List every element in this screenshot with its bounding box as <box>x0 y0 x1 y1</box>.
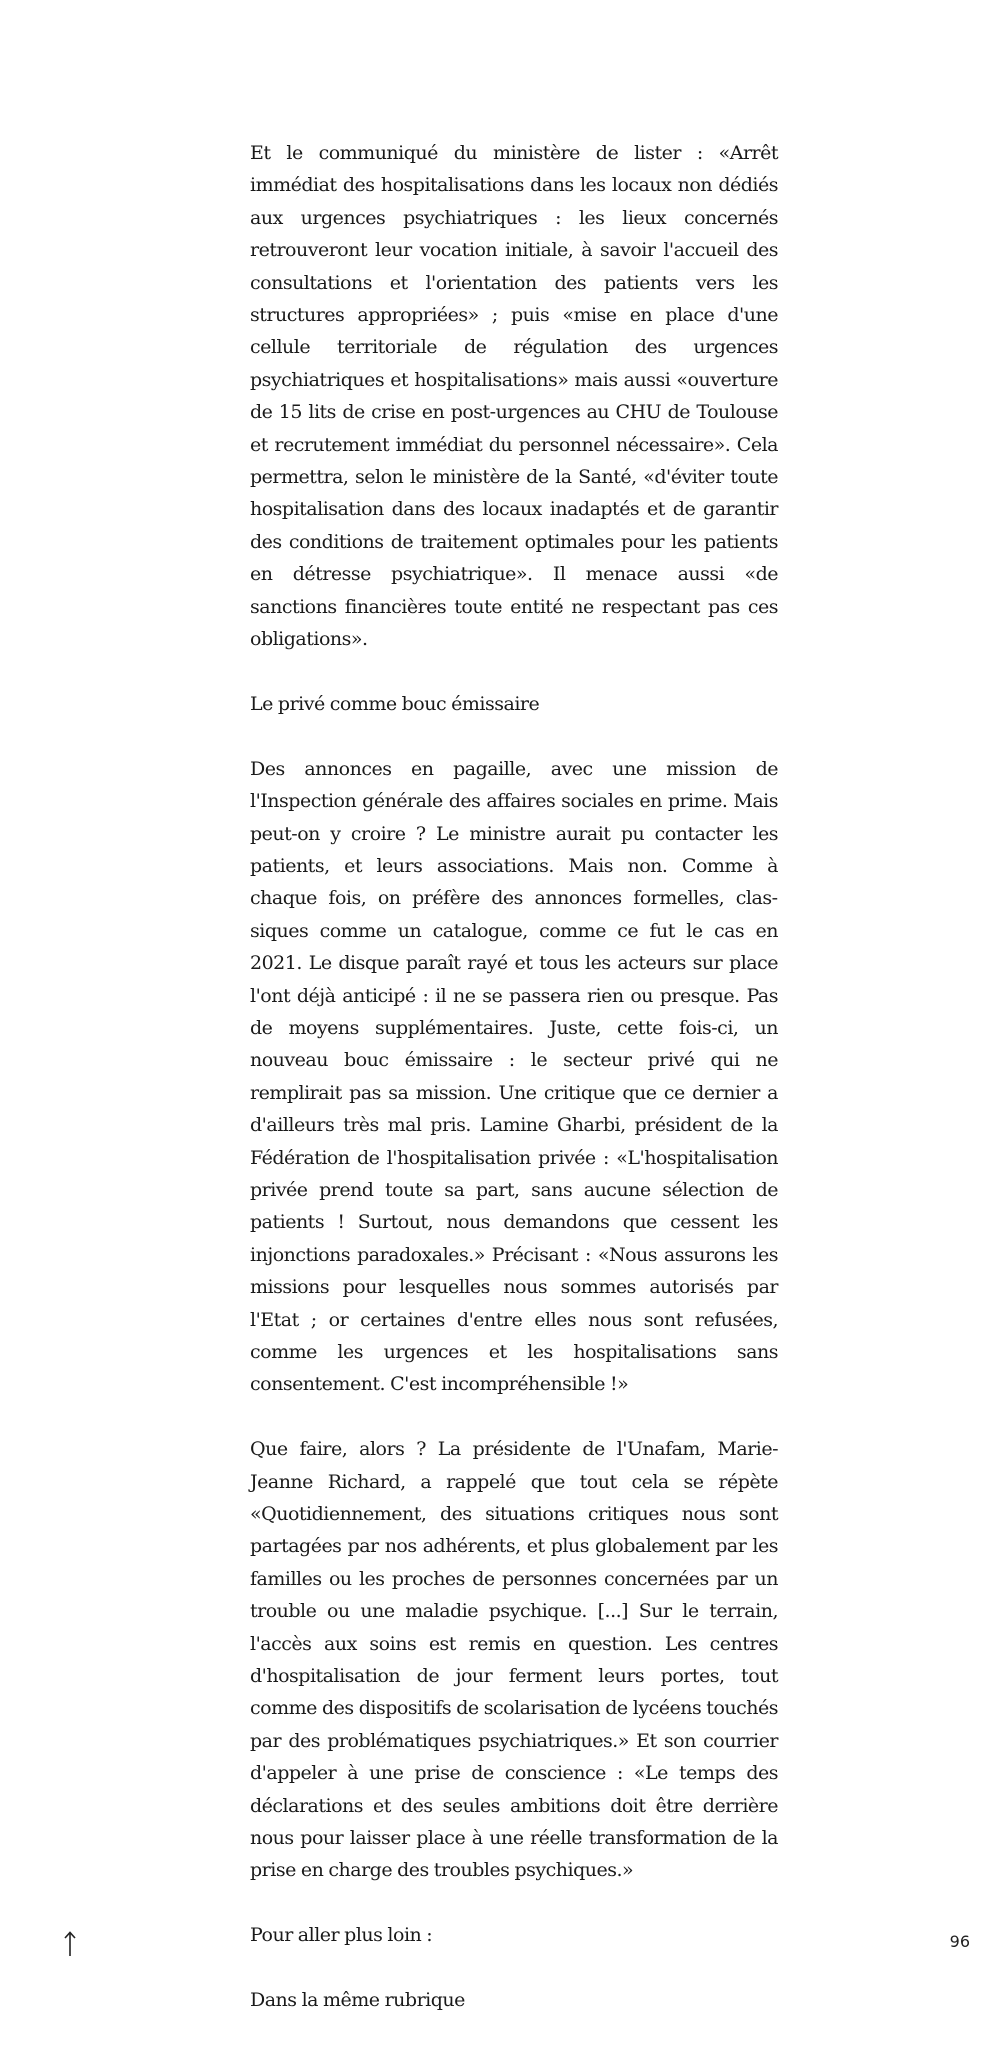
section-heading: Le privé comme bouc émissaire <box>250 692 540 715</box>
further-reading-label: Pour aller plus loin : <box>250 1924 433 1947</box>
paragraph-unafam: Que faire, alors ? La présidente de l'Unafam, Marie-Jeanne Richard, a rappelé que tout cela se répète «Quotidiennement, des situations critiques nous sont partagées par nos adhérents, et plus globalement par les familles ou les proches de personnes concernées par un trouble ou une maladie psychique. [...] Sur le terrain, l'accès aux soins est remis en question. Les centres d'hospitalisation de jour ferment leurs portes, tout comme des dispositifs de scolarisation de lycéens touchés par des problématiques psychiatriques.» Et son courrier d'appeler à une prise de conscience : «Le temps des déclarations et des seules ambitions doit être derrière nous pour laisser place à une réelle transformation de la prise en charge des troubles psychiques.» <box>250 1438 778 1882</box>
paragraph-announcements: Des annonces en pagaille, avec une mission de l'Inspection générale des affaires sociales en prime. Mais peut-on y croire ? Le ministre aurait pu contacter les patients, et leurs associations. Mais non. Comme à chaque fois, on préfère des annonces formelles, classiques comme un catalogue, comme ce fut le cas en 2021. Le disque paraît rayé et tous les acteurs sur place l'ont déjà anticipé : il ne se passera rien ou presque. Pas de moyens supplémentaires. Juste, cette fois-ci, un nouveau bouc émissaire : le secteur privé qui ne remplirait pas sa mission. Une critique que ce dernier a d'ailleurs très mal pris. Lamine Gharbi, président de la Fédération de l'hospitalisation privée : «L'hospitalisation privée prend toute sa part, sans aucune sélection de patients ! Surtout, nous demandons que cessent les injonctions paradoxales.» Précisant : «Nous assurons les missions pour lesquelles nous sommes autorisés par l'Etat ; or certaines d'entre elles nous sont refusées, comme les urgences et les hospitalisations sans consentement. C'est incompréhensible !» <box>250 757 778 1396</box>
page-number: 96 <box>949 1932 970 1951</box>
back-to-top-button[interactable] <box>60 1930 80 1958</box>
article-body <box>250 137 778 2049</box>
arrow-up-icon <box>60 1930 80 1958</box>
same-section-label: Dans la même rubrique <box>250 1989 465 2012</box>
paragraph-ministry-communique: Et le communiqué du ministère de lister : «Arrêt immédiat des hospitalisations dans les locaux non dédiés aux urgences psychiatriques : les lieux concernés retrouveront leur vocation initiale, à savoir l'accueil des consultations et l'orientation des patients vers les structures appropriées» ; puis «mise en place d'une cellule territoriale de régulation des urgences psychiatriques et hospitalisations» mais aussi «ouverture de 15 lits de crise en post-urgences au CHU de Toulouse et recrutement immédiat du personnel nécessaire». Cela permettra, selon le ministère de la Santé, «d'éviter toute hospitalisation dans des locaux inadaptés et de garantir des conditions de traitement optimales pour les patients en détresse psychiatrique». Il menace aussi «de sanctions financières toute entité ne respectant pas ces obligations». <box>250 142 778 651</box>
